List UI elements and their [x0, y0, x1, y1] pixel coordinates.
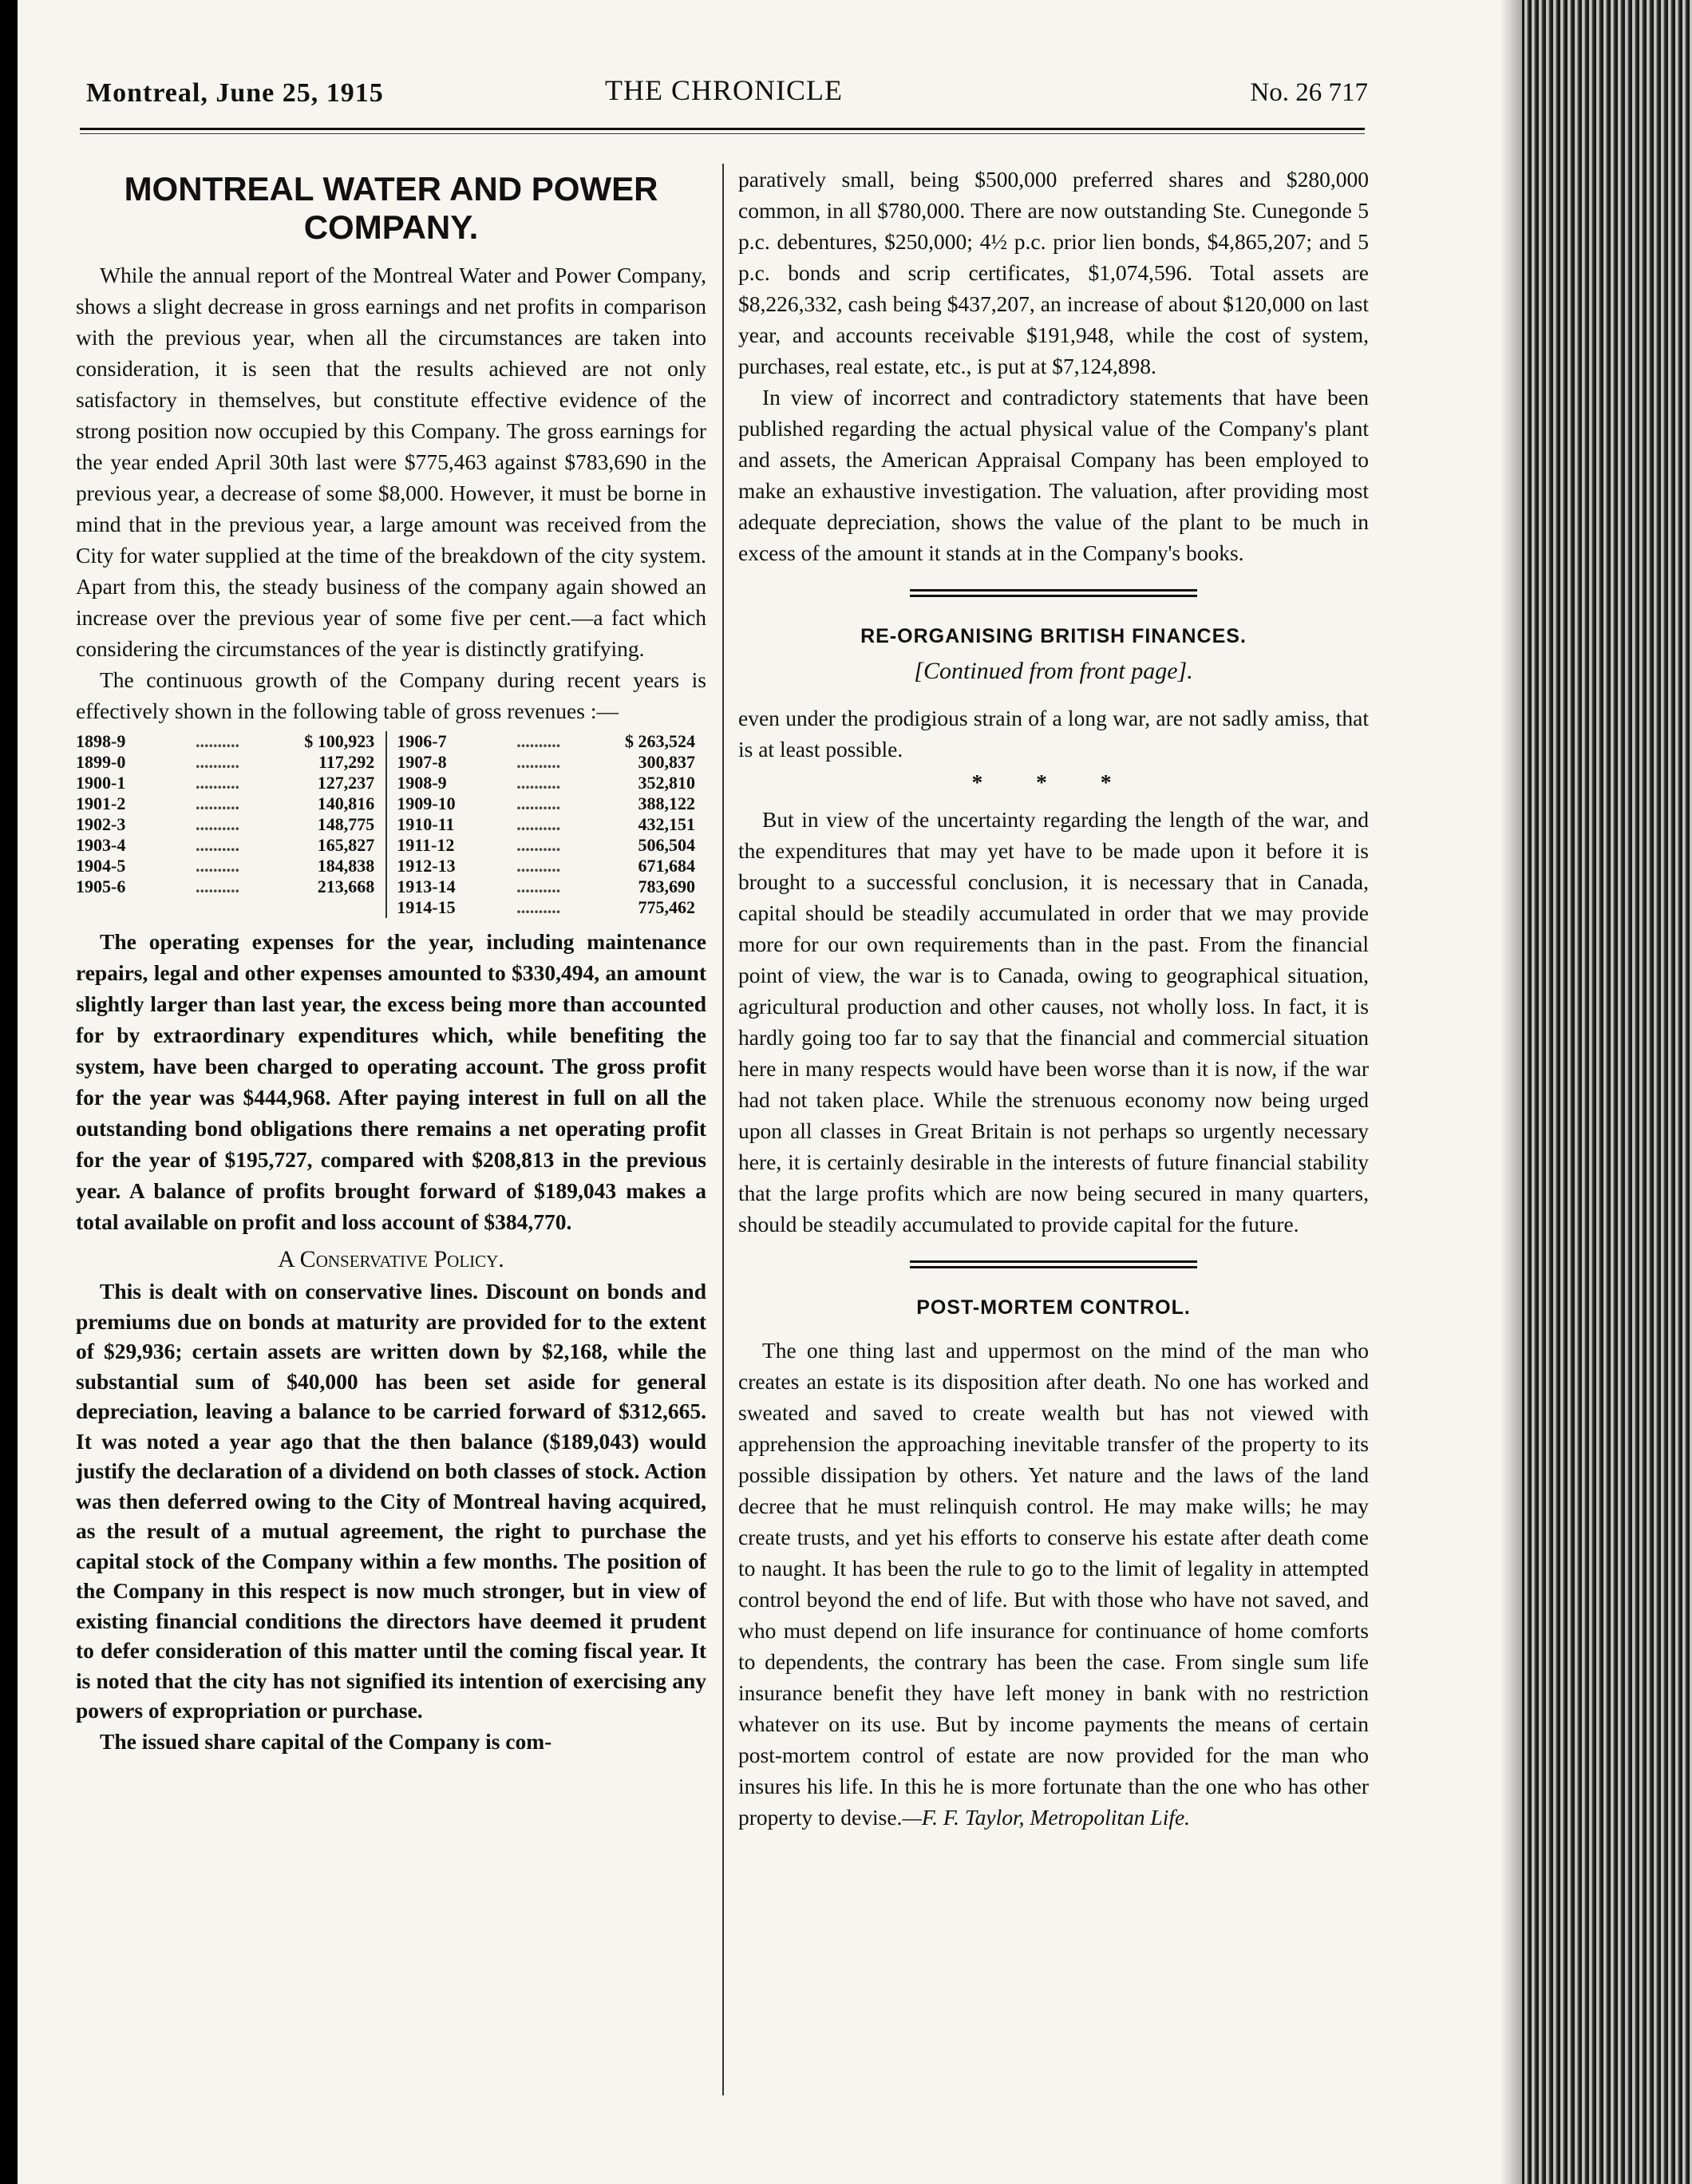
- revenue-year: 1903-4: [76, 835, 126, 855]
- article-paragraph: But in view of the uncertainty regarding the length of the war, and the expenditures that may yet have to be made upon it before it is brought to a successful conclusion, it is necessary that in Canada, capital should be steadily accumulated in order that we may provide more for our own requirements than in the past. From the financial point of view, the war is to Canada, owing to geographical situation, agricultural production and other causes, not wholly loss. In fact, it is hardly going too far to say that the financial and commercial situation here in many respects would have been worse than it is now, if the war had not taken place. While the strenuous economy now being urged upon all classes in Great Britain is not perhaps so urgently necessary here, it is certainly desirable in the interests of future financial stability that the large profits which are now being secured in many quarters, should be steadily accumulated to provide capital for the future.: [738, 807, 1369, 1236]
- revenue-year: 1899-0: [76, 752, 126, 772]
- section-subhead: A Conservative Policy.: [278, 1246, 504, 1272]
- revenue-amount: 213,668: [317, 876, 375, 896]
- revenue-amount: 184,838: [317, 856, 375, 876]
- revenue-year: 1900-1: [76, 773, 126, 793]
- revenue-year: 1908-9: [397, 773, 447, 793]
- table-row: [76, 793, 706, 814]
- revenue-year: 1910-11: [397, 814, 455, 834]
- revenue-year: 1907-8: [397, 752, 447, 772]
- article-title: POST-MORTEM CONTROL.: [916, 1296, 1191, 1319]
- table-divider: [386, 856, 397, 876]
- leader-dots: ..........: [196, 814, 239, 834]
- article-title: MONTREAL WATER AND POWER COMPANY.: [124, 170, 658, 246]
- issue-number: No. 26 717: [1250, 78, 1368, 107]
- leader-dots: ..........: [516, 731, 561, 751]
- section-rule: [910, 1260, 1197, 1268]
- table-row: [76, 876, 706, 897]
- revenue-amount: $ 263,524: [625, 731, 695, 751]
- revenue-amount: [262, 897, 386, 918]
- leader-dots: ..........: [196, 752, 239, 772]
- header-rule: [80, 128, 1365, 130]
- revenue-amount: 117,292: [318, 752, 375, 772]
- article-text: The one thing last and uppermost on the mind of the man who creates an estate is its disposition after death. No one has worked and sweated and saved to create wealth but has not viewed with apprehension the approaching inevitable transfer of the property to its possible dissipation by others. Yet nature and the laws of the land decree that he must relinquish control. He may make wills; he may create trusts, and yet his efforts to conserve his estate after death come to naught. It has been the rule to go to the limit of legality in attempted control beyond the end of life. But with those who have not saved, and who must depend on life insurance for continuance of home comforts to dependents, the contrary has been the case. From single sum life insurance benefit they have left money in bank with no restriction whatever on its use. But by income payments the means of certain post-mortem control of estate are now provided for the man who insures his life. In this he is more fortunate than the one who has other property to devise.: [738, 1338, 1369, 1830]
- gross-revenue-table: [76, 731, 706, 918]
- revenue-amount: 506,504: [638, 835, 695, 855]
- article-title: RE-ORGANISING BRITISH FINANCES.: [860, 625, 1247, 647]
- article-paragraph: even under the prodigious strain of a long war, are not sadly amiss, that is at least possible.: [738, 706, 1369, 762]
- table-divider: [386, 752, 397, 773]
- table-row: [76, 773, 706, 793]
- table-row: [76, 897, 706, 918]
- table-divider: [386, 876, 397, 897]
- leader-dots: ..........: [516, 752, 561, 772]
- table-row: [76, 835, 706, 856]
- section-rule: [910, 589, 1197, 597]
- table-row: [76, 814, 706, 835]
- column-divider: [722, 164, 724, 2095]
- article-paragraph: The operating expenses for the year, including maintenance repairs, legal and other expenses amounted to $330,494, an amount slightly larger than last year, the excess being more than accounted for by extraordinary expenditures which, while benefiting the system, have been charged to operating account. The gross profit for the year was $444,968. After paying interest in full on all the outstanding bond obligations there remains a net operating profit for the year of $195,727, compared with $208,813 in the previous year. A balance of profits brought forward of $189,043 makes a total available on profit and loss account of $384,770.: [76, 929, 706, 1234]
- article-paragraph: In view of incorrect and contradictory statements that have been published regarding the actual physical value of the Company's plant and assets, the American Appraisal Company has been employed to make an exhaustive investigation. The valuation, after providing most adequate depreciation, shows the value of the plant to be much in excess of the amount it stands at in the Company's books.: [738, 385, 1369, 565]
- leader-dots: ..........: [196, 835, 239, 855]
- revenue-year: 1911-12: [397, 835, 455, 855]
- revenue-amount: 783,690: [638, 876, 695, 896]
- revenue-amount: 775,462: [638, 897, 695, 917]
- revenue-amount: 140,816: [317, 793, 375, 813]
- revenue-year: 1909-10: [397, 793, 456, 813]
- table-row: [76, 731, 706, 752]
- revenue-amount: 300,837: [638, 752, 695, 772]
- book-page-edges: [1522, 0, 1692, 2184]
- leader-dots: ..........: [516, 835, 561, 855]
- revenue-year: 1904-5: [76, 856, 126, 876]
- table-row: [76, 752, 706, 773]
- revenue-amount: 388,122: [638, 793, 695, 813]
- byline: —F. F. Taylor, Metropolitan Life.: [902, 1805, 1191, 1830]
- dateline: Montreal, June 25, 1915: [86, 78, 384, 108]
- article-paragraph: This is dealt with on conservative lines. Discount on bonds and premiums due on bonds at maturity are provided for to the extent of $29,936; certain assets are written down by $2,168, while the substantial sum of $40,000 has been set aside for general depreciation, leaving a balance to be carried forward of $312,665. It was noted a year ago that the then balance ($189,043) would justify the declaration of a dividend on both classes of stock. Action was then deferred owing to the City of Montreal having acquired, as the result of a mutual agreement, the right to purchase the capital stock of the Company within a few months. The position of the Company in this respect is now much stronger, but in view of existing financial conditions the directors have deemed it prudent to defer consideration of this matter until the coming fiscal year. It is noted that the city has not signified its intention of exercising any powers of expropriation or purchase.: [76, 1279, 706, 1723]
- revenue-year: 1913-14: [397, 876, 456, 896]
- leader-dots: ..........: [196, 793, 239, 813]
- left-column: [76, 164, 706, 1757]
- table-divider: [386, 835, 397, 856]
- leader-dots: ..........: [516, 773, 561, 793]
- revenue-year: 1912-13: [397, 856, 456, 876]
- table-row: [76, 856, 706, 876]
- article-paragraph: [738, 1335, 1369, 1833]
- leader-dots: ..........: [196, 876, 239, 896]
- revenue-amount: $ 100,923: [304, 731, 375, 751]
- right-column: [738, 164, 1369, 1833]
- leader-dots: ..........: [196, 856, 239, 876]
- article-paragraph: paratively small, being $500,000 preferred shares and $280,000 common, in all $780,000. There are now outstanding Ste. Cunegonde 5 p.c. debentures, $250,000; 4½ p.c. prior lien bonds, $4,865,207; and 5 p.c. bonds and scrip certificates, $1,074,596. Total assets are $8,226,332, cash being $437,207, an increase of about $120,000 on last year, and accounts receivable $191,948, while the cost of system, purchases, real estate, etc., is put at $7,124,898.: [738, 167, 1369, 378]
- leader-dots: ..........: [196, 773, 239, 793]
- article-paragraph: The issued share capital of the Company is com-: [100, 1728, 552, 1754]
- table-divider: [386, 793, 397, 814]
- table-divider: [386, 773, 397, 793]
- revenue-amount: 165,827: [317, 835, 375, 855]
- table-divider: [386, 814, 397, 835]
- revenue-year: 1902-3: [76, 814, 126, 834]
- leader-dots: ..........: [516, 814, 561, 834]
- table-divider: [386, 897, 397, 918]
- header-rule-thin: [80, 133, 1365, 134]
- revenue-year: 1898-9: [76, 731, 126, 751]
- section-stars: * * *: [971, 770, 1136, 794]
- leader-dots: [196, 897, 262, 918]
- page-header: [86, 74, 1368, 118]
- leader-dots: ..........: [516, 876, 561, 896]
- revenue-year: 1901-2: [76, 793, 126, 813]
- revenue-amount: 432,151: [638, 814, 695, 834]
- revenue-amount: 352,810: [638, 773, 695, 793]
- revenue-amount: 127,237: [317, 773, 375, 793]
- leader-dots: ..........: [516, 856, 561, 876]
- article-paragraph: While the annual report of the Montreal Water and Power Company, shows a slight decrease in gross earnings and net profits in comparison with the previous year, when all the circumstances are taken into consideration, it is seen that the results achieved are not only satisfactory in themselves, but constitute effective evidence of the strong position now occupied by this Company. The gross earnings for the year ended April 30th last were $775,463 against $783,690 in the previous year, a decrease of some $8,000. However, it must be borne in mind that in the previous year, a large amount was received from the City for water supplied at the time of the breakdown of the city system. Apart from this, the steady business of the company again showed an increase over the previous year of some five per cent.—a fact which considering the circumstances of the year is distinctly gratifying.: [76, 263, 706, 661]
- revenue-year: [76, 897, 196, 918]
- leader-dots: ..........: [516, 793, 561, 813]
- leader-dots: ..........: [196, 731, 239, 751]
- article-paragraph: The continuous growth of the Company during recent years is effectively shown in the following table of gross revenues :—: [76, 667, 706, 723]
- revenue-amount: 148,775: [317, 814, 375, 834]
- leader-dots: ..........: [516, 897, 561, 917]
- revenue-year: 1914-15: [397, 897, 456, 917]
- article-subtitle: [Continued from front page].: [914, 658, 1193, 684]
- revenue-year: 1906-7: [397, 731, 447, 751]
- table-divider: [386, 731, 397, 752]
- revenue-amount: 671,684: [638, 856, 695, 876]
- revenue-year: 1905-6: [76, 876, 126, 896]
- masthead: THE CHRONICLE: [605, 74, 843, 106]
